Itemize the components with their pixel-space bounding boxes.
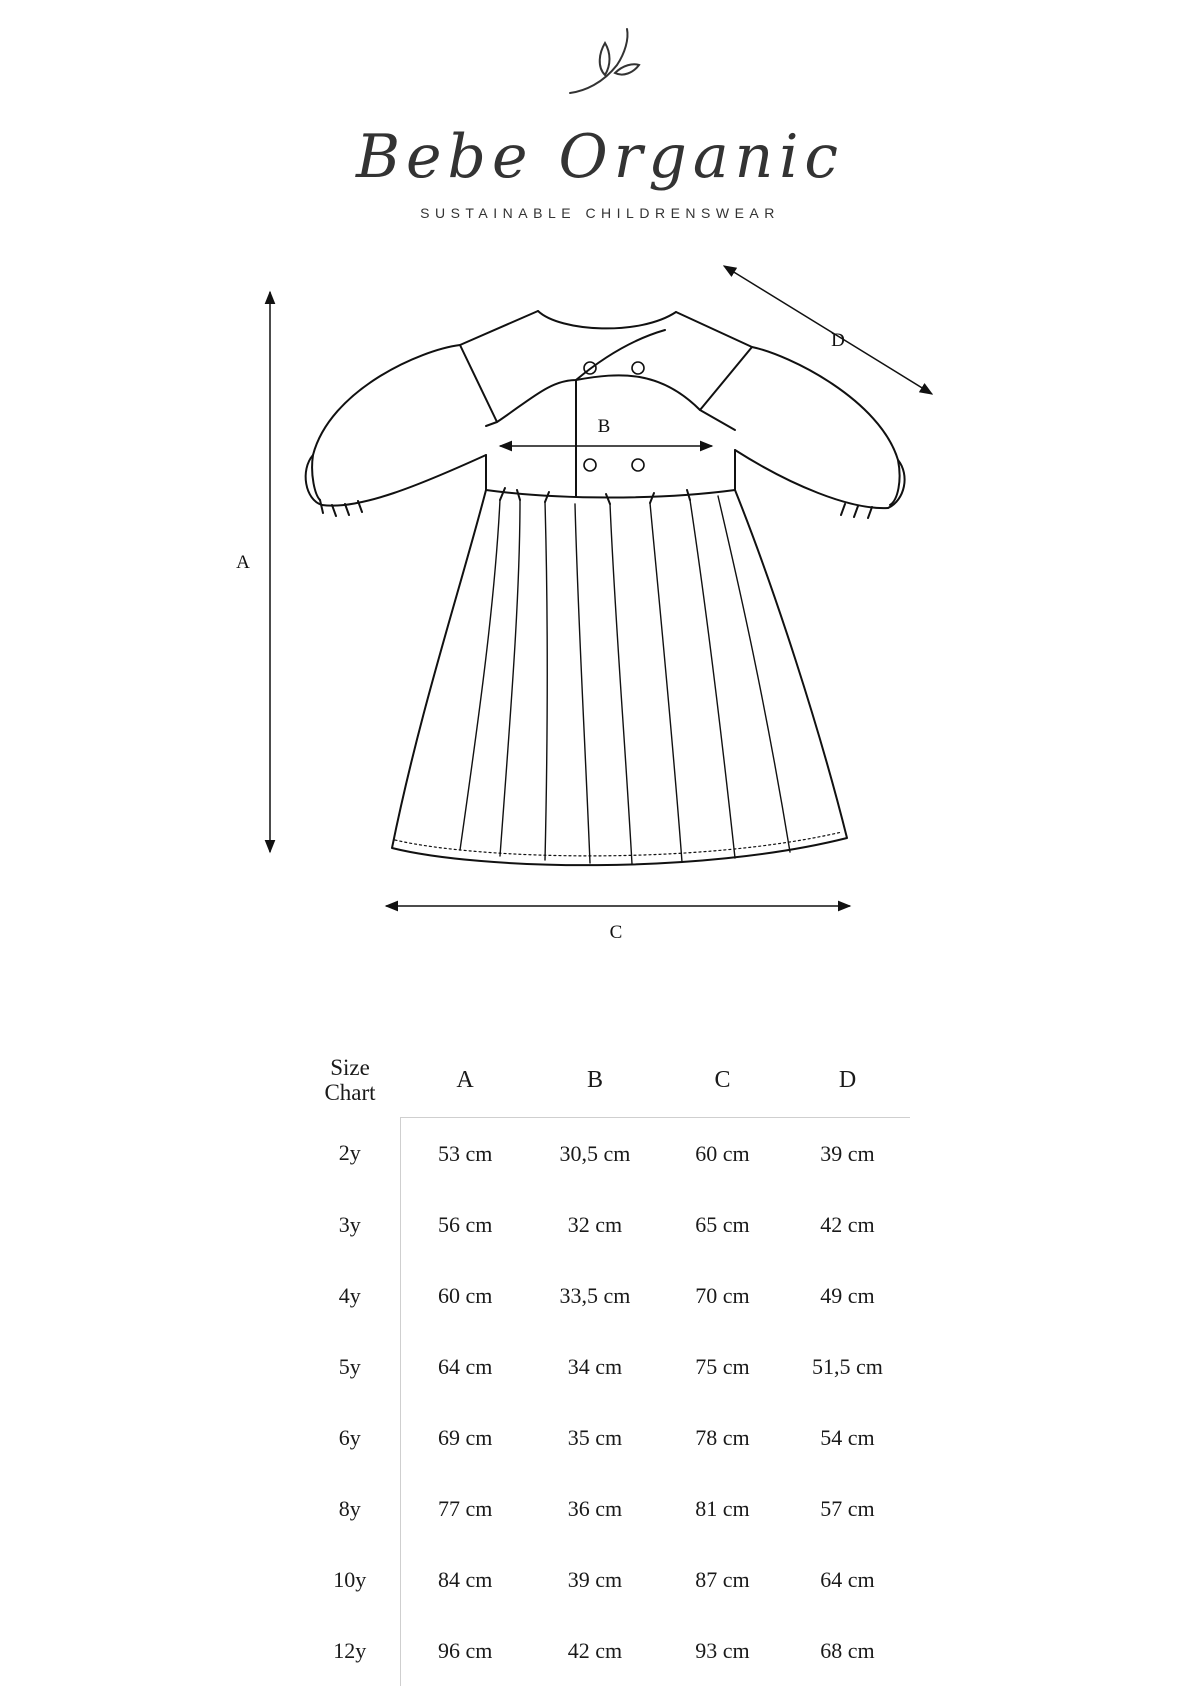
value-d: 64 cm: [820, 1566, 875, 1592]
value-b: 30,5 cm: [559, 1140, 631, 1166]
value-a: 56 cm: [400, 1189, 530, 1260]
value-c: 75 cm: [695, 1353, 750, 1379]
leaf-sprig-icon: [565, 25, 645, 100]
value-b: 39 cm: [567, 1566, 623, 1592]
size-label: 12y: [333, 1637, 367, 1663]
value-b: 42 cm: [567, 1637, 623, 1663]
value-b: 32 cm: [567, 1211, 623, 1237]
value-c: 81 cm: [695, 1495, 750, 1521]
table-row: [300, 1544, 910, 1615]
brand-tagline: SUSTAINABLE CHILDRENSWEAR: [420, 205, 780, 221]
table-row: [300, 1189, 910, 1260]
dress-outline: [306, 311, 905, 865]
value-d: 39 cm: [820, 1140, 875, 1166]
value-d: 42 cm: [820, 1211, 875, 1237]
dimension-d-label: D: [831, 330, 845, 351]
size-label: 5y: [338, 1353, 361, 1379]
value-c: 65 cm: [695, 1211, 750, 1237]
size-label: 2y: [338, 1140, 361, 1166]
size-label: 4y: [338, 1282, 361, 1308]
value-c: 78 cm: [695, 1424, 750, 1450]
value-d: 51,5 cm: [812, 1353, 883, 1379]
value-b: 36 cm: [567, 1495, 623, 1521]
column-header-a: A: [400, 1043, 530, 1118]
size-label: 3y: [338, 1211, 361, 1237]
value-a: 84 cm: [400, 1544, 530, 1615]
column-header-d: D: [785, 1043, 910, 1118]
corner-line-1: Size: [330, 1055, 370, 1081]
size-label: 10y: [333, 1566, 367, 1592]
value-c: 70 cm: [695, 1282, 750, 1308]
size-label: 8y: [338, 1495, 361, 1521]
value-b: 34 cm: [567, 1353, 623, 1379]
dimension-c-label: C: [609, 922, 623, 943]
size-label: 6y: [338, 1424, 361, 1450]
value-a: 96 cm: [400, 1615, 530, 1686]
value-a: 60 cm: [400, 1260, 530, 1331]
value-c: 60 cm: [695, 1140, 750, 1166]
size-chart-corner: [300, 1043, 400, 1118]
dimension-a-label: A: [236, 552, 250, 573]
value-a: 77 cm: [400, 1473, 530, 1544]
value-a: 64 cm: [400, 1331, 530, 1402]
value-b: 33,5 cm: [559, 1282, 631, 1308]
table-row: [300, 1331, 910, 1402]
value-a: 53 cm: [400, 1118, 530, 1190]
table-row: [300, 1118, 910, 1190]
value-c: 87 cm: [695, 1566, 750, 1592]
value-b: 35 cm: [567, 1424, 623, 1450]
corner-line-2: Chart: [324, 1080, 376, 1106]
value-c: 93 cm: [695, 1637, 750, 1663]
size-chart-header-row: [300, 1043, 910, 1118]
size-chart-table: [300, 1043, 910, 1686]
value-d: 57 cm: [820, 1495, 875, 1521]
table-row: [300, 1260, 910, 1331]
table-row: [300, 1402, 910, 1473]
value-d: 68 cm: [820, 1637, 875, 1663]
column-header-c: C: [660, 1043, 785, 1118]
value-d: 49 cm: [820, 1282, 875, 1308]
table-row: [300, 1615, 910, 1686]
table-row: [300, 1473, 910, 1544]
column-header-b: B: [530, 1043, 660, 1118]
dress-diagram: [0, 260, 1200, 960]
value-d: 54 cm: [820, 1424, 875, 1450]
brand-name: Bebe Organic: [355, 122, 845, 192]
value-a: 69 cm: [400, 1402, 530, 1473]
dimension-b-label: B: [597, 416, 611, 437]
dimension-d-arrow: [724, 266, 932, 394]
